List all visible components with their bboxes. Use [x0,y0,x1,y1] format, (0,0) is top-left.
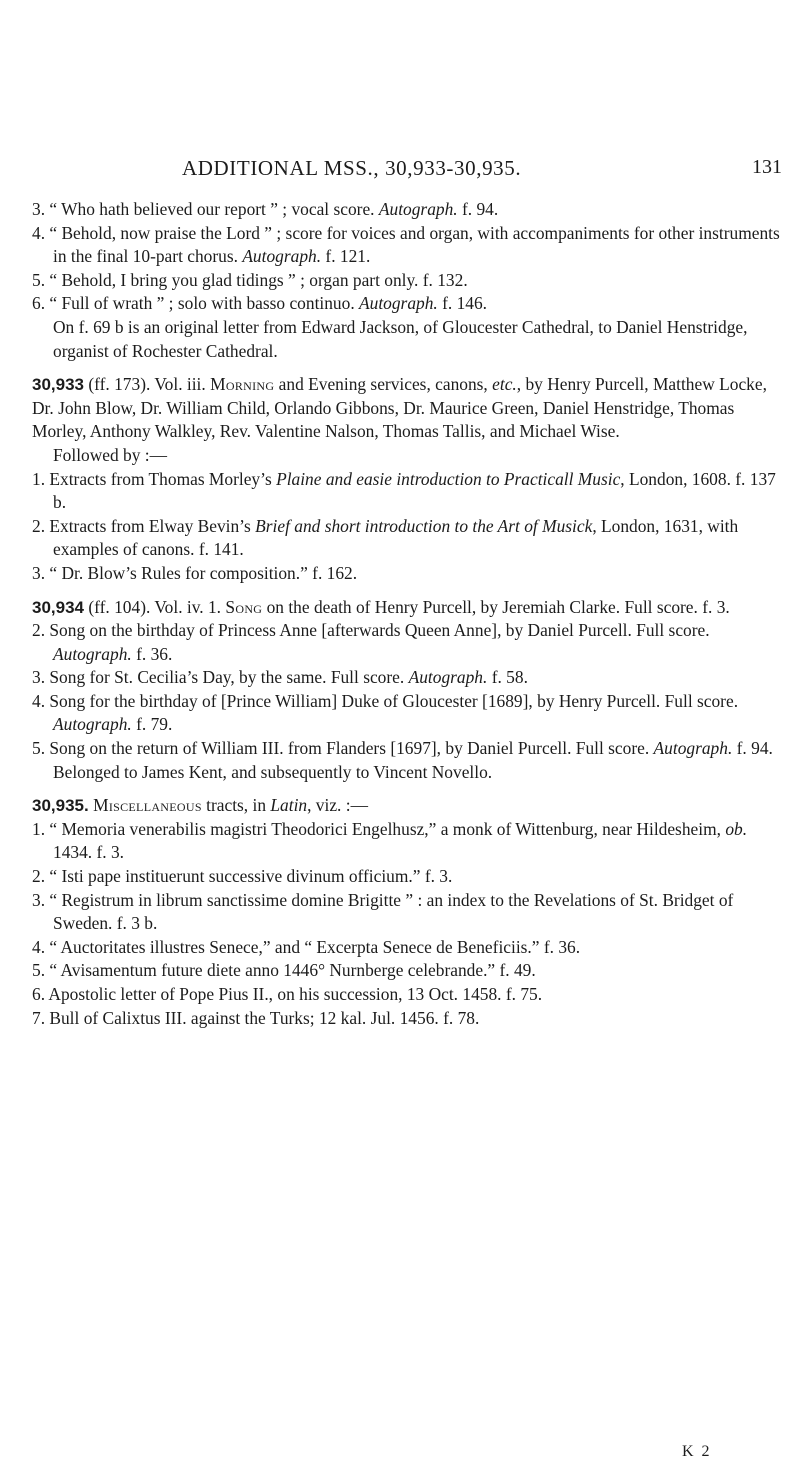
followed-by-label: Followed by :— [53,444,168,465]
entry-30934 [32,596,784,785]
entry-body-30933: (ff. 173). Vol. iii. Morning and Evening services, canons, etc., by Henry Purcell, Matthew Locke, Dr. John Blow, Dr. William Child, Orlando Gibbons, Dr. Maurice Green, Daniel Henstridge, Thomas Morley, Anthony Walkley, Rev. Valentine Nalson, Thomas Tallis, and Michael Wise. [32,374,767,442]
entry-30935-item-1: 1. “ Memoria venerabilis magistri Theodorici Engelhusz,” a monk of Wittenburg, near Hildesheim, ob. 1434. f. 3. [32,818,748,863]
running-head [182,156,782,186]
entry-30935-item-3: 3. “ Registrum in librum sanctissime domine Brigitte ” : an index to the Revelations of St. Bridget of Sweden. f. 3 b. [32,889,734,934]
catalogue-text [32,198,784,1030]
entry-30935-item-6: 6. Apostolic letter of Pope Pius II., on his succession, 13 Oct. 1458. f. 75. [32,984,543,1004]
entry-30934-item-5: 5. Song on the return of William III. from Flanders [1697], by Daniel Purcell. Full score. Autograph. f. 94. [32,738,773,759]
entry-30935-item-4: 4. “ Auctoritates illustres Senece,” and “ Excerpta Senece de Beneficiis.” f. 36. [32,936,581,957]
entry-30933 [32,373,784,585]
page-number: 131 [752,156,782,178]
entry-30934-provenance-note: Belonged to James Kent, and subsequently to Vincent Novello. [53,761,493,782]
entry-body-30934: (ff. 104). Vol. iv. 1. Song on the death of Henry Purcell, by Jeremiah Clarke. Full score. f. 3. [84,596,730,617]
carryover-item-6: 6. “ Full of wrath ” ; solo with basso continuo. Autograph. f. 146. [32,293,488,314]
entry-30934-item-2: 2. Song on the birthday of Princess Anne [afterwards Queen Anne], by Daniel Purcell. Full score. Autograph. f. 36. [32,620,710,664]
entry-30934-item-3: 3. Song for St. Cecilia’s Day, by the same. Full score. Autograph. f. 58. [32,667,528,688]
carryover-item-4: 4. “ Behold, now praise the Lord ” ; score for voices and organ, with accompaniments for other instruments in the final 10-part chorus. Autograph. f. 121. [32,222,780,267]
signature-mark: K 2 [682,1443,712,1460]
entry-30933-item-1: 1. Extracts from Thomas Morley’s Plaine and easie introduction to Practicall Music, London, 1608. f. 137 b. [32,468,776,513]
entry-30935-item-5: 5. “ Avisamentum future diete anno 1446° Nurnberge celebrande.” f. 49. [32,960,536,981]
entry-body-30935: Miscellaneous tracts, in Latin, viz. :— [93,795,368,816]
entry-30935-item-2: 2. “ Isti pape instituerunt successive divinum officium.” f. 3. [32,866,453,887]
entry-30933-item-2: 2. Extracts from Elway Bevin’s Brief and short introduction to the Art of Musick, London, 1631, with examples of canons. f. 141. [32,515,739,560]
carryover-items [32,198,784,363]
entry-heading-30934: 30,934 [32,597,84,617]
entry-30935 [32,794,784,1030]
running-head-title: ADDITIONAL MSS., 30,933-30,935. [182,156,522,180]
carryover-item-3: 3. “ Who hath believed our report ” ; vocal score. Autograph. f. 94. [32,199,499,219]
entry-30935-item-7: 7. Bull of Calixtus III. against the Turks; 12 kal. Jul. 1456. f. 78. [32,1007,480,1028]
entry-heading-30933: 30,933 [32,375,84,395]
entry-heading-30935: 30,935. [32,796,89,816]
entry-30934-item-4: 4. Song for the birthday of [Prince William] Duke of Gloucester [1689], by Henry Purcell. Full score. Autograph. f. 79. [32,690,739,735]
carryover-note: On f. 69 b is an original letter from Edward Jackson, of Gloucester Cathedral, to Daniel Henstridge, organist of Rochester Cathedral. [53,316,748,361]
carryover-item-5: 5. “ Behold, I bring you glad tidings ” ; organ part only. f. 132. [32,269,468,290]
entry-30933-item-3: 3. “ Dr. Blow’s Rules for composition.” f. 162. [32,562,358,583]
